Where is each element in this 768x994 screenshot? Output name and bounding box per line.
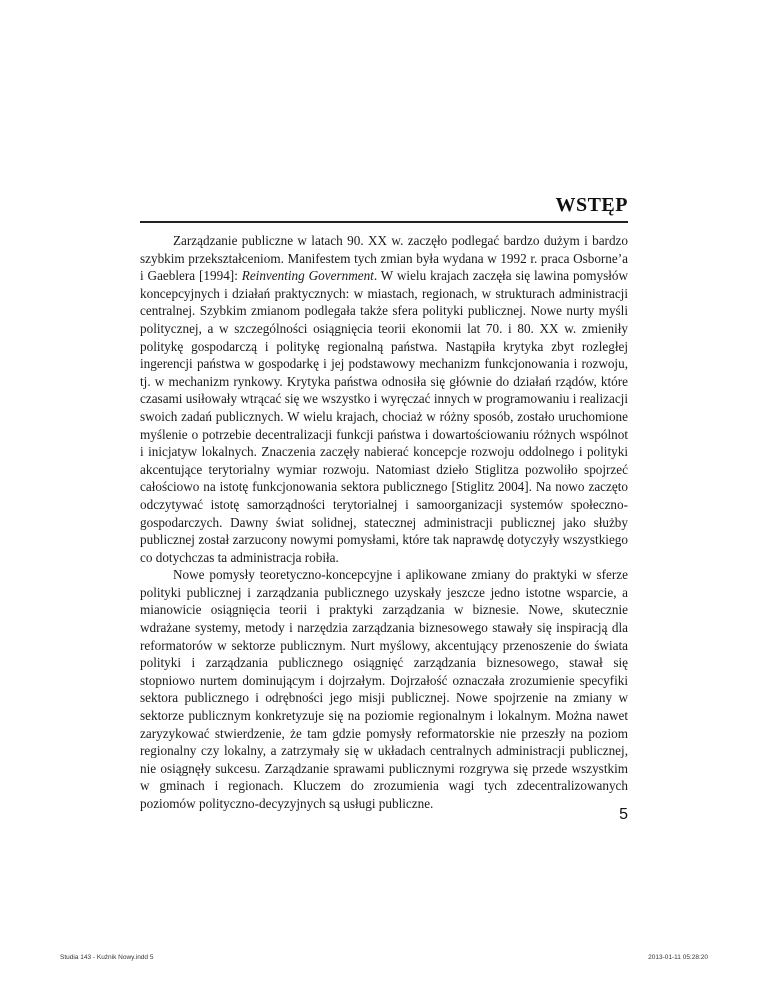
chapter-title: WSTĘP <box>555 194 628 216</box>
paragraph-1 <box>140 232 628 566</box>
title-rule <box>140 221 628 223</box>
print-timestamp: 2013-01-11 05:28:20 <box>648 954 708 961</box>
paragraph-2: Nowe pomysły teoretyczno-koncepcyjne i aplikowane zmiany do praktyki w sferze polityki publicznej i zarządzania publicznego uzyskały jeszcze jedno istotne wsparcie, a mianowicie osiągnięcia teorii i praktyki zarządzania w biznesie. Nowe, skutecznie wdrażane systemy, metody i narzędzia zarządzania biznesowego stawały się inspiracją dla reformatorów w sektorze publicznym. Nurt myślowy, akcentujący przenoszenie do świata polityki i zarządzania publicznego osiągnięć zarządzania biznesowego, stawał się stopniowo nurtem dominującym i dojrzałym. Dojrzałość oznaczała zrozumienie specyfiki sektora publicznego i odrębności jego misji publicznej. Nowe spojrzenie na zmiany w sektorze publicznym konkretyzuje się na poziomie regionalnym i lokalnym. Można nawet zaryzykować stwierdzenie, że tam gdzie pomysły reformatorskie nie przeszły na poziom regionalny czy lokalny, a zatrzymały się w układach centralnych administracji publicznej, nie osiągnęły sukcesu. Zarządzanie sprawami publicznymi rozgrywa się przede wszystkim w gminach i regionach. Kluczem do zrozumienia wagi tych zdecentralizowanych poziomów polityczno-decyzyjnych są usługi publiczne. <box>140 567 628 811</box>
page-number: 5 <box>619 806 628 823</box>
paragraph-1-start: Zarządzanie publiczne w latach 90. XX w. zaczęło podlegać bardzo dużym i bardzo szybkim przekształceniom. Manifestem tych zmian była wydana w 1992 r. praca Osborne’a i Gaeblera [1994]: <box>140 233 628 284</box>
body-text <box>140 232 628 813</box>
book-title-italic: Reinventing Government <box>241 268 374 284</box>
paragraph-1-rest: . W wielu krajach zaczęła się lawina pomysłów koncepcyjnych i działań praktycznych: w miastach, regionach, w strukturach administracji centralnej. Szybkim zmianom podlegała także sfera polityki publicznej. Nowe nurty myśli politycznej, a w szczególności osiągnięcia teorii ekonomii lat 70. i 80. XX w. zmieniły politykę gospodarczą i politykę regionalną państwa. Nastąpiła krytyka zbyt rozległej ingerencji państwa w gospodarkę i jej podstawowy mechanizm funkcjonowania i rozwoju, tj. w mechanizm rynkowy. Krytyka państwa odnosiła się głównie do działań rządów, które czasami usiłowały wtrącać się we wszystko i wyręczać innych w programowaniu i realizacji swoich zadań publicznych. W wielu krajach, chociaż w różny sposób, zostało uruchomione myślenie o potrzebie decentralizacji funkcji państwa i dowartościowaniu różnych wspólnot i inicjatyw lokalnych. Znaczenia zaczęły nabierać koncepcje rozwoju oddolnego i polityki akcentujące terytorialny wymiar rozwoju. Natomiast dzieło Stiglitza pozwoliło spojrzeć całościowo na istotę funkcjonowania sektora publicznego [Stiglitz 2004]. Na nowo zaczęto odczytywać istotę samorządności terytorialnej i samoorganizacji systemów społeczno-gospodarczych. Dawny świat solidnej, statecznej administracji publicznej jako służby publicznej został zarzucony nowymi pomysłami, które tak naprawdę dotyczyły wszystkiego co dotychczas ta administracja robiła. <box>140 268 628 565</box>
print-file-slug: Studia 143 - Kuźnik Nowy.indd 5 <box>60 954 154 961</box>
